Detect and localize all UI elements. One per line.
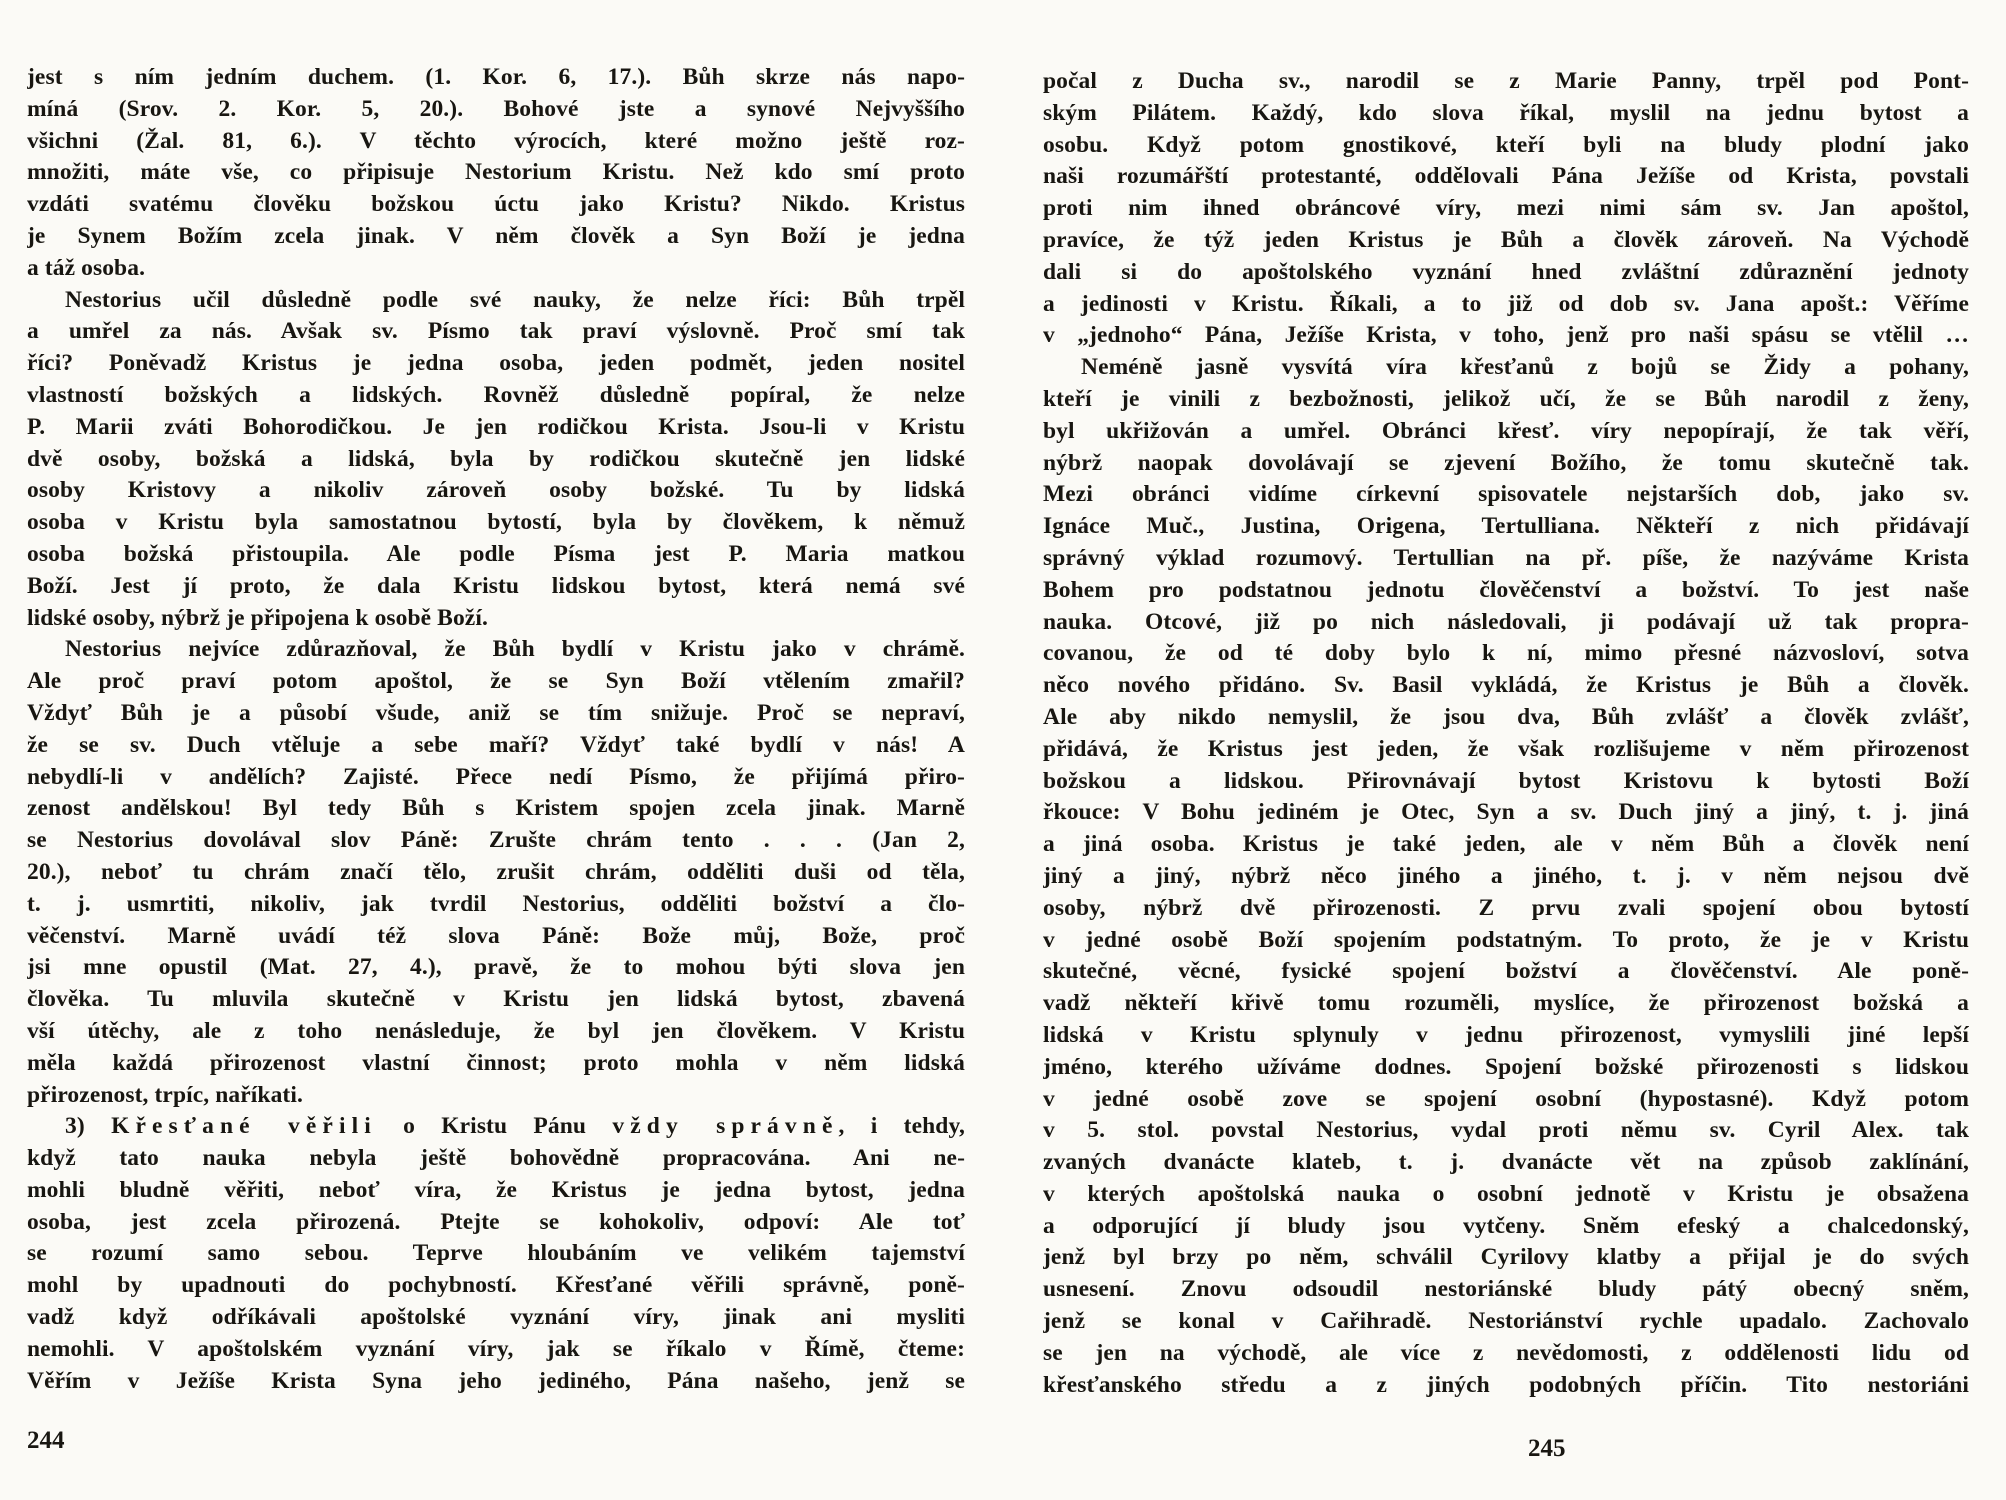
text-line: Boží. Jest jí proto, že dala Kristu lidskou bytost, která nemá své: [27, 572, 965, 599]
text-line: jenž se konal v Cařihradě. Nestoriánství rychle upadalo. Zachovalo: [1043, 1308, 1969, 1335]
text-segment: o Kristu Pánu: [376, 1113, 613, 1140]
text-line: člověka. Tu mluvila skutečně v Kristu jen lidská bytost, zbavená: [27, 986, 965, 1013]
text-line: božskou a lidskou. Přirovnávají bytost Kristovu k bytosti Boží: [1043, 767, 1969, 794]
left-page-number: 244: [27, 1427, 65, 1454]
text-line: lidské osoby, nýbrž je připojena k osobě Boží.: [27, 604, 488, 631]
text-line: a jedinosti v Kristu. Říkali, a to již od dob sv. Jana apošt.: Věříme: [1043, 290, 1969, 317]
text-line: osoba v Kristu byla samostatnou bytostí, byla by člověkem, k němuž: [27, 509, 965, 536]
text-line: Ale aby nikdo nemyslil, že jsou dva, Bůh zvlášť a člověk zvlášť,: [1043, 703, 1969, 730]
text-line: zenost andělskou! Byl tedy Bůh s Kristem spojen zcela jinak. Marně: [27, 795, 965, 822]
text-line: Neméně jasně vysvítá víra křesťanů z bojů se Židy a pohany,: [1081, 354, 1969, 381]
text-line: a táž osoba.: [27, 254, 146, 281]
text-line: v jedné osobě zove se spojení osobní (hypostasné). Když potom: [1043, 1085, 1969, 1112]
text-line: se jen na východě, ale více z nevědomosti, z oddělenosti lidu od: [1043, 1339, 1969, 1366]
text-line: osoby, nýbrž dvě přirozenosti. Z prvu zvali spojení obou bytostí: [1043, 894, 1969, 921]
text-line: t. j. usmrtiti, nikoliv, jak tvrdil Nestorius, odděliti božství a člo-: [27, 890, 965, 917]
text-line: Nestorius nejvíce zdůrazňoval, že Bůh bydlí v Kristu jako v chrámě.: [65, 636, 965, 663]
text-line: nýbrž naopak dovolávají se zjevení Božího, že tomu skutečně tak.: [1043, 449, 1969, 476]
text-line: jest s ním jedním duchem. (1. Kor. 6, 17.). Bůh skrze nás napo-: [27, 64, 965, 90]
text-line: je Synem Božím zcela jinak. V něm člověk a Syn Boží je jedna: [27, 222, 965, 249]
text-line: počal z Ducha sv., narodil se z Marie Panny, trpěl pod Pont-: [1043, 68, 1969, 94]
text-line: říci? Poněvadž Kristus je jedna osoba, jeden podmět, jeden nositel: [27, 350, 965, 377]
text-line: 20.), neboť tu chrám značí tělo, zrušit chrám, odděliti duši od těla,: [27, 858, 965, 885]
text-line: [27, 1111, 965, 1143]
text-line: usnesení. Znovu odsoudil nestoriánské bludy pátý obecný sněm,: [1043, 1276, 1969, 1303]
text-line: nauka. Otcové, již po nich následovali, ji podávají už tak propra-: [1043, 608, 1969, 635]
text-segment: 3): [65, 1113, 112, 1140]
text-line: dali si do apoštolského vyznání hned zvláštní zdůraznění jednoty: [1043, 258, 1969, 285]
text-line: křesťanského středu a z jiných podobných příčin. Tito nestoriáni: [1043, 1371, 1969, 1398]
text-line: vadž někteří křivě tomu rozuměli, myslíce, že přirozenost božská a: [1043, 990, 1969, 1017]
text-line: zvaných dvanácte klateb, t. j. dvanácte vět na způsob zaklínání,: [1043, 1149, 1969, 1176]
text-line: osoby Kristovy a nikoliv zároveň osoby božské. Tu by lidská: [27, 477, 965, 504]
text-line: vlastností božských a lidských. Rovněž důsledně popíral, že nelze: [27, 381, 965, 408]
text-line: Ignáce Muč., Justina, Origena, Tertulliana. Někteří z nich přidávají: [1043, 513, 1969, 540]
text-line: a umřel za nás. Avšak sv. Písmo tak praví výslovně. Proč smí tak: [27, 318, 965, 345]
text-line: osoba božská přistoupila. Ale podle Písma jest P. Maria matkou: [27, 540, 965, 567]
spaced-emphasis-text: vždy správně: [612, 1113, 839, 1140]
text-line: správný výklad rozumový. Tertullian na př. píše, že nazýváme Krista: [1043, 544, 1969, 571]
text-line: jiný a jiný, nýbrž něco jiného a jiného, t. j. v něm nejsou dvě: [1043, 862, 1969, 889]
text-line: P. Marii zváti Bohorodičkou. Je jen rodičkou Krista. Jsou-li v Kristu: [27, 413, 965, 440]
text-line: přirozenost, trpíc, naříkati.: [27, 1081, 303, 1108]
text-line: přidává, že Kristus jest jeden, že však rozlišujeme v něm přirozenost: [1043, 735, 1969, 762]
text-line: Vždyť Bůh je a působí všude, aniž se tím snižuje. Proč se nepraví,: [27, 699, 965, 726]
text-line: Nestorius učil důsledně podle své nauky, že nelze říci: Bůh trpěl: [65, 286, 965, 313]
text-line: Mezi obránci vidíme církevní spisovatele nejstarších dob, jako sv.: [1043, 481, 1969, 508]
text-line: covanou, že od té doby bylo k ní, mimo přesné názvosloví, sotva: [1043, 640, 1969, 667]
text-line: kteří je vinili z bezbožnosti, jelikož učí, že se Bůh narodil z ženy,: [1043, 385, 1969, 412]
text-segment: , i tehdy,: [838, 1113, 965, 1140]
text-line: množiti, máte vše, co připisuje Nestorium Kristu. Než kdo smí proto: [27, 159, 965, 186]
left-page-text-column: [27, 62, 965, 1397]
text-line: jenž byl brzy po něm, schválil Cyrilovy klatby a přijal je do svých: [1043, 1244, 1969, 1271]
text-line: něco nového přidáno. Sv. Basil vykládá, že Kristus je Bůh a člověk.: [1043, 672, 1969, 699]
text-line: byl ukřižován a umřel. Obránci křesť. víry nepopírají, že tak věří,: [1043, 417, 1969, 444]
text-line: mohli bludně věřiti, neboť víra, že Kristus je jedna bytost, jedna: [27, 1176, 965, 1203]
text-line: proti nim ihned obráncové víry, mezi nimi sám sv. Jan apoštol,: [1043, 195, 1969, 222]
text-line: v 5. stol. povstal Nestorius, vydal proti němu sv. Cyril Alex. tak: [1043, 1117, 1969, 1144]
right-page-text-column: [1043, 66, 1969, 1401]
text-line: všichni (Žal. 81, 6.). V těchto výrocích, které možno ještě roz-: [27, 127, 965, 154]
text-line: nebydlí-li v andělích? Zajisté. Přece nedí Písmo, že přijímá přiro-: [27, 763, 965, 790]
text-line: vší útěchy, ale z toho nenásleduje, že byl jen člověkem. V Kristu: [27, 1017, 965, 1044]
text-line: míná (Srov. 2. Kor. 5, 20.). Bohové jste a synové Nejvyššího: [27, 95, 965, 122]
text-line: lidská v Kristu splynuly v jednu přirozenost, vymyslili jiné lepší: [1043, 1021, 1969, 1048]
text-line: mohl by upadnouti do pochybností. Křesťané věřili správně, poně-: [27, 1272, 965, 1299]
text-line: vzdáti svatému člověku božskou úctu jako Kristu? Nikdo. Kristus: [27, 191, 965, 218]
text-line: jméno, kterého užíváme dodnes. Spojení božské přirozenosti s lidskou: [1043, 1053, 1969, 1080]
text-line: a jiná osoba. Kristus je také jeden, ale v něm Bůh a člověk není: [1043, 831, 1969, 858]
text-line: osoba, jest zcela přirozená. Ptejte se kohokoliv, odpoví: Ale toť: [27, 1208, 965, 1235]
text-line: měla každá přirozenost vlastní činnost; proto mohla v něm lidská: [27, 1049, 965, 1076]
text-line: Bohem pro podstatnou jednotu člověčenství a božství. To jest naše: [1043, 576, 1969, 603]
text-line: když tato nauka nebyla ještě bohovědně propracována. Ani ne-: [27, 1145, 965, 1172]
text-line: Ale proč praví potom apoštol, že se Syn Boží vtělením zmařil?: [27, 668, 965, 695]
text-line: že se sv. Duch vtěluje a sebe maří? Vždyť také bydlí v nás! A: [27, 731, 965, 758]
text-line: v jedné osobě Boží spojením podstatným. To proto, že je v Kristu: [1043, 926, 1969, 953]
text-line: vadž když odříkávali apoštolské vyznání víry, jinak ani mysliti: [27, 1304, 965, 1331]
text-line: osobu. Když potom gnostikové, kteří byli na bludy plodní jako: [1043, 131, 1969, 158]
right-page-number: 245: [1528, 1435, 1566, 1462]
text-line: skutečné, věcné, fysické spojení božství a člověčenství. Ale poně-: [1043, 958, 1969, 985]
text-line: ským Pilátem. Každý, kdo slova říkal, myslil na jednu bytost a: [1043, 99, 1969, 126]
text-line: Věřím v Ježíše Krista Syna jeho jediného, Pána našeho, jenž se: [27, 1367, 965, 1394]
text-line: a odporující jí bludy jsou vytčeny. Sněm efeský a chalcedonský,: [1043, 1212, 1969, 1239]
text-line: nemohli. V apoštolském vyznání víry, jak se říkalo v Římě, čteme:: [27, 1335, 965, 1362]
text-line: věčenství. Marně uvádí též slova Páně: Bože můj, Bože, proč: [27, 922, 965, 949]
text-line: dvě osoby, božská a lidská, byla by rodičkou skutečně jen lidské: [27, 445, 965, 472]
text-line: v kterých apoštolská nauka o osobní jednotě v Kristu je obsažena: [1043, 1180, 1969, 1207]
text-line: pravíce, že týž jeden Kristus je Bůh a člověk zároveň. Na Východě: [1043, 226, 1969, 253]
text-line: v „jednoho“ Pána, Ježíše Krista, v toho, jenž pro naši spásu se vtělil …: [1043, 322, 1969, 349]
text-line: se Nestorius dovolával slov Páně: Zrušte chrám tento . . . (Jan 2,: [27, 827, 965, 854]
text-line: naši rozumářští protestanté, oddělovali Pána Ježíše od Krista, povstali: [1043, 163, 1969, 190]
text-line: řkouce: V Bohu jediném je Otec, Syn a sv. Duch jiný a jiný, t. j. jiná: [1043, 799, 1969, 826]
text-line: se rozumí samo sebou. Teprve hloubáním ve velikém tajemství: [27, 1240, 965, 1267]
text-line: jsi mne opustil (Mat. 27, 4.), pravě, že to mohou býti slova jen: [27, 954, 965, 981]
spaced-emphasis-text: Křesťané věřili: [111, 1113, 377, 1140]
